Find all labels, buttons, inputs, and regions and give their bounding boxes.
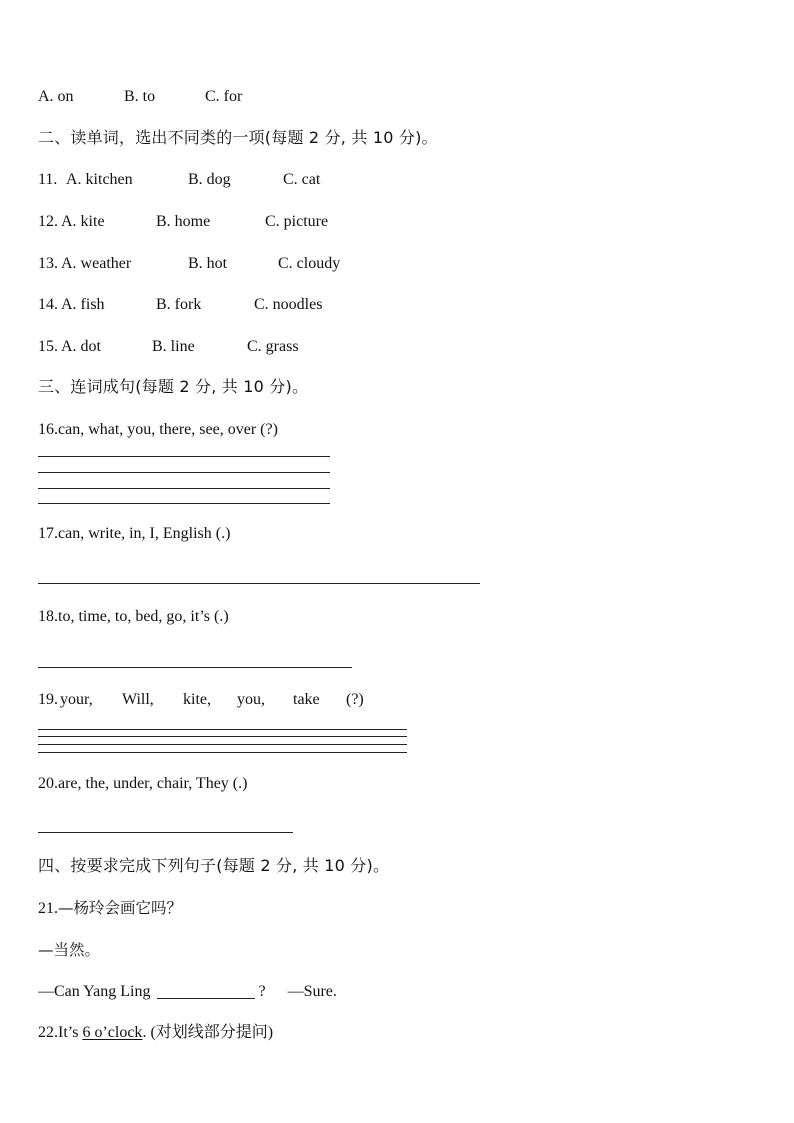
section4-heading: 四、按要求完成下列句子(每题 2 分, 共 10 分)。 xyxy=(38,856,390,875)
q10-option-a: A. on xyxy=(38,88,74,105)
question-16 xyxy=(38,420,278,440)
option-b: B. dog xyxy=(188,171,231,188)
question-11 xyxy=(38,170,538,190)
option-b: B. line xyxy=(152,338,195,355)
question-21-reply: —Sure. xyxy=(287,983,337,1000)
question-21-chinese-answer: —当然。 xyxy=(38,941,101,959)
section3-heading: 三、连词成句(每题 2 分, 共 10 分)。 xyxy=(38,377,309,396)
answer-line[interactable] xyxy=(38,488,330,489)
question-number: 21. xyxy=(38,900,58,917)
q10-option-b: B. to xyxy=(124,88,156,105)
question-19 xyxy=(38,690,438,710)
question-15 xyxy=(38,337,538,357)
option-b: B. hot xyxy=(188,255,228,272)
question-13 xyxy=(38,254,538,274)
underlined-phrase: 6 o’clock xyxy=(82,1024,143,1041)
question-words: are, the, under, chair, They (.) xyxy=(58,775,248,792)
question-21-english xyxy=(38,982,337,1002)
word: you, xyxy=(237,691,265,708)
answer-line[interactable] xyxy=(38,729,407,730)
answer-line[interactable] xyxy=(38,667,352,668)
fill-blank[interactable] xyxy=(157,982,255,999)
question-number: 17. xyxy=(38,525,58,542)
question-20 xyxy=(38,774,247,794)
question-number: 22. xyxy=(38,1024,58,1041)
question-number: 11. xyxy=(38,171,58,188)
answer-line[interactable] xyxy=(38,456,330,457)
answer-line[interactable] xyxy=(38,752,407,753)
question-14 xyxy=(38,295,538,315)
question-number: 19. xyxy=(38,691,58,708)
answer-line[interactable] xyxy=(38,472,330,473)
answer-line[interactable] xyxy=(38,736,407,737)
question-words: can, what, you, there, see, over (?) xyxy=(58,421,278,438)
option-a: A. dot xyxy=(61,338,101,355)
question-words: can, write, in, I, English (.) xyxy=(58,525,231,542)
question-number: 16. xyxy=(38,421,58,438)
word: take xyxy=(293,691,320,708)
answer-line[interactable] xyxy=(38,744,407,745)
answer-line[interactable] xyxy=(38,503,330,504)
word: your, xyxy=(60,691,93,708)
q10-options xyxy=(38,87,438,107)
question-words: to, time, to, bed, go, it’s (.) xyxy=(58,608,229,625)
option-b: B. home xyxy=(156,213,211,230)
question-number: 12. xyxy=(38,213,58,230)
option-a: A. kite xyxy=(61,213,105,230)
option-c: C. picture xyxy=(265,213,329,230)
option-c: C. noodles xyxy=(254,296,323,313)
question-mark: ? xyxy=(258,983,266,1000)
question-number: 13. xyxy=(38,255,58,272)
question-21-line1 xyxy=(38,898,182,918)
word: Will, xyxy=(122,691,154,708)
question-18 xyxy=(38,607,229,627)
question-number: 18. xyxy=(38,608,58,625)
option-c: C. cloudy xyxy=(278,255,341,272)
option-b: B. fork xyxy=(156,296,202,313)
option-a: A. kitchen xyxy=(66,171,133,188)
question-number: 15. xyxy=(38,338,58,355)
word: (?) xyxy=(346,691,364,708)
question-21-chinese-question: —杨玲会画它吗？ xyxy=(58,899,183,917)
q10-option-c: C. for xyxy=(205,88,243,105)
sentence-prefix: It’s xyxy=(58,1024,79,1041)
option-a: A. fish xyxy=(61,296,105,313)
option-c: C. grass xyxy=(247,338,299,355)
question-17 xyxy=(38,524,230,544)
sentence-suffix: . (对划线部分提问) xyxy=(142,1024,274,1041)
answer-line[interactable] xyxy=(38,832,293,833)
question-12 xyxy=(38,212,538,232)
question-22 xyxy=(38,1023,273,1043)
answer-line[interactable] xyxy=(38,583,480,584)
option-c: C. cat xyxy=(283,171,321,188)
question-21-prompt: —Can Yang Ling xyxy=(38,983,151,1000)
section2-heading: 二、读单词，选出不同类的一项(每题 2 分, 共 10 分)。 xyxy=(38,128,438,147)
option-a: A. weather xyxy=(61,255,132,272)
question-number: 14. xyxy=(38,296,58,313)
word: kite, xyxy=(183,691,211,708)
question-number: 20. xyxy=(38,775,58,792)
